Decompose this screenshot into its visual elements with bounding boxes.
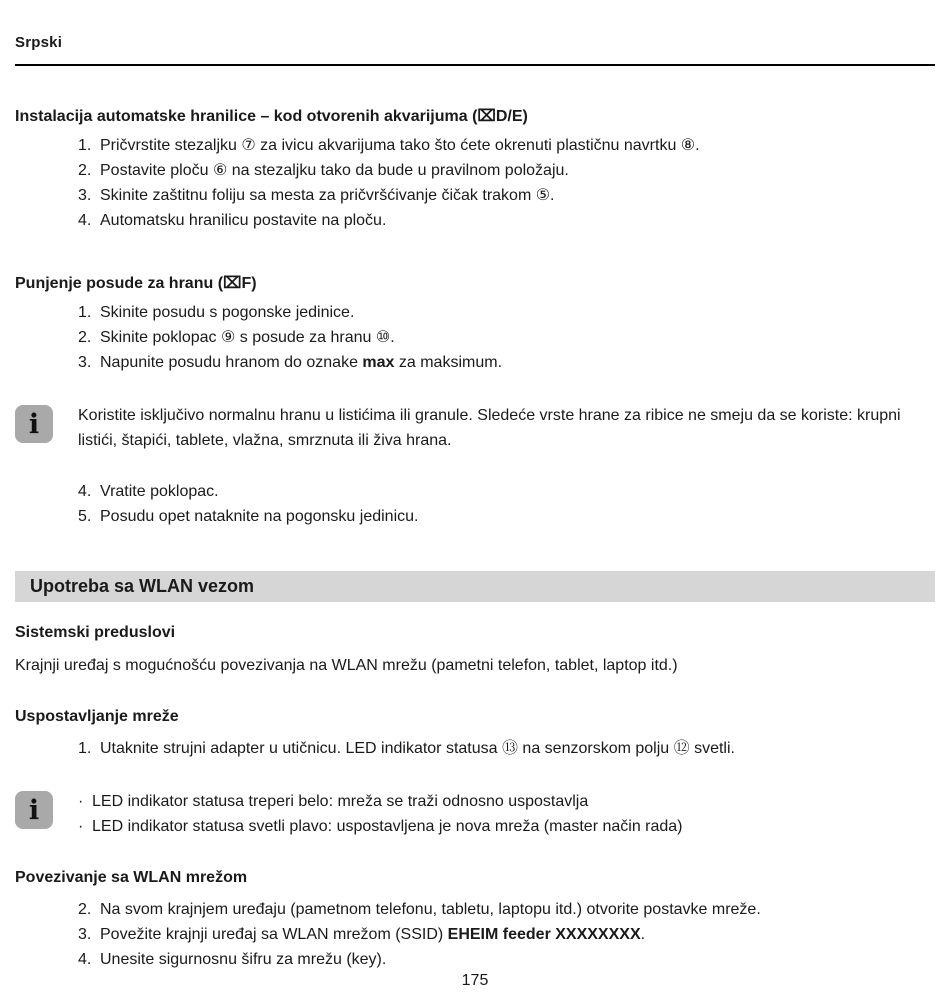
step-text — [100, 922, 935, 947]
install-step-2 — [78, 158, 935, 183]
step-number: 1. — [78, 137, 92, 154]
step-number: 2. — [78, 329, 92, 346]
prerequisites-heading: Sistemski preduslovi — [15, 624, 176, 641]
bullet-dot: · — [78, 793, 84, 810]
step-number: 1. — [78, 740, 92, 757]
step-number: 4. — [78, 483, 92, 500]
install-step-1 — [78, 133, 935, 158]
info-icon — [15, 405, 53, 443]
step-number: 4. — [78, 951, 92, 968]
filling-steps — [78, 300, 935, 375]
step-text: Utaknite strujni adapter u utičnicu. LED indikator statusa ⑬ na senzorskom polju ⑫ svetli. — [100, 740, 735, 757]
connect-heading: Povezivanje sa WLAN mrežom — [15, 869, 248, 886]
info-icon-glyph: i — [28, 408, 40, 440]
filling-step-4 — [78, 479, 935, 504]
step-number: 2. — [78, 162, 92, 179]
step-number: 4. — [78, 212, 92, 229]
connect-steps — [78, 897, 935, 972]
page-number: 175 — [461, 972, 489, 989]
wlan-section-title: Upotreba sa WLAN vezom — [30, 576, 255, 596]
step-number: 1. — [78, 304, 92, 321]
bullet-dot: · — [78, 818, 84, 835]
filling-step-5 — [78, 504, 935, 529]
step-number: 3. — [78, 187, 92, 204]
step-text-post: . — [640, 926, 646, 943]
led-info-note — [15, 789, 935, 839]
install-step-3 — [78, 183, 935, 208]
led-info-line-text: LED indikator statusa svetli plavo: uspostavljena je nova mreža (master način rada) — [92, 818, 683, 835]
step-text: Skinite poklopac ⑨ s posude za hranu ⑩. — [100, 329, 395, 346]
step-text: Na svom krajnjem uređaju (pametnom telefonu, tabletu, laptopu itd.) otvorite postavke mreže. — [100, 901, 761, 918]
connect-step-2 — [78, 897, 935, 922]
setup-step-1 — [78, 736, 935, 761]
filling-heading: Punjenje posude za hranu (⌧F) — [15, 275, 257, 292]
food-info-note — [15, 403, 935, 453]
install-heading: Instalacija automatske hranilice – kod otvorenih akvarijuma (⌧D/E) — [15, 108, 528, 125]
filling-step-2 — [78, 325, 935, 350]
step-text: Pričvrstite stezaljku ⑦ za ivicu akvarijuma tako što ćete okrenuti plastičnu navrtku ⑧. — [100, 137, 700, 154]
led-info-text — [78, 789, 935, 839]
setup-heading: Uspostavljanje mreže — [15, 708, 179, 725]
step-number: 5. — [78, 508, 92, 525]
install-step-4 — [78, 208, 935, 233]
step-text: Automatsku hranilicu postavite na ploču. — [100, 212, 387, 229]
install-steps — [78, 133, 935, 233]
step-text: Postavite ploču ⑥ na stezaljku tako da bude u pravilnom položaju. — [100, 162, 569, 179]
connect-step-4 — [78, 947, 935, 972]
food-info-text: Koristite isključivo normalnu hranu u listićima ili granule. Sledeće vrste hrane za ribice ne smeju da se koriste: krupni listići, štapići, tablete, vlažna, smrznuta ili živa hrana. — [78, 407, 901, 449]
info-icon-glyph: i — [28, 794, 40, 826]
setup-steps — [78, 736, 935, 761]
step-text-pre: Napunite posudu hranom do oznake — [100, 354, 363, 371]
step-text-post: za maksimum. — [394, 354, 503, 371]
step-number: 2. — [78, 901, 92, 918]
connect-step-3 — [78, 922, 935, 947]
step-number: 3. — [78, 926, 92, 943]
led-info-line-text: LED indikator statusa treperi belo: mreža se traži odnosno uspostavlja — [92, 793, 589, 810]
step-text: Posudu opet nataknite na pogonsku jedinicu. — [100, 508, 419, 525]
step-text: Skinite posudu s pogonske jedinice. — [100, 304, 355, 321]
step-number: 3. — [78, 354, 92, 371]
filling-step-3 — [78, 350, 935, 375]
led-info-line-1 — [78, 789, 935, 814]
step-text: Skinite zaštitnu foliju sa mesta za pričvršćivanje čičak trakom ⑤. — [100, 187, 555, 204]
info-icon — [15, 791, 53, 829]
filling-step-1 — [78, 300, 935, 325]
step-text: Vratite poklopac. — [100, 483, 219, 500]
step-text: Unesite sigurnosnu šifru za mrežu (key). — [100, 951, 387, 968]
wlan-section-bar — [15, 571, 935, 602]
filling-steps-after — [78, 479, 935, 529]
step-text-bold: EHEIM feeder XXXXXXXX — [447, 926, 641, 943]
step-text-bold: max — [362, 354, 395, 371]
step-text-pre: Povežite krajnji uređaj sa WLAN mrežom (SSID) — [100, 926, 448, 943]
led-info-line-2 — [78, 814, 935, 839]
prerequisites-text: Krajnji uređaj s mogućnošću povezivanja na WLAN mrežu (pametni telefon, tablet, laptop itd.) — [15, 657, 678, 674]
step-text — [100, 350, 935, 375]
header-rule — [15, 64, 935, 66]
language-label: Srpski — [15, 34, 63, 51]
